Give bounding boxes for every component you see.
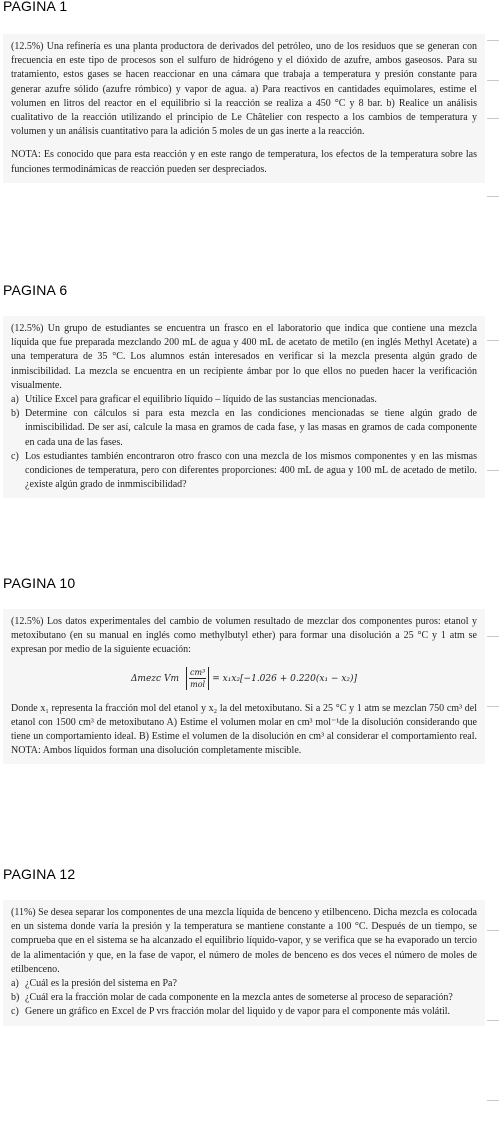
problem-text: (12.5%) Un grupo de estudiantes se encuentra un frasco en el laboratorio que indica que contiene una mezcla líquida que fue preparada mezclando 200 mL de agua y 400 mL de acetato de metilo (en inglés Methyl Acetate) a una temperatura de 35 °C. Los alumnos están interesados en verificar si la mezcla presenta algún grado de inmiscibilidad. La mezcla se encuentra en un recipiente ámbar por lo que ellos no pueden hacer la verificación visualmente. <box>11 323 477 391</box>
scan-edge-mark <box>487 470 499 471</box>
item-text: Utilice Excel para graficar el equilibrio líquido – líquido de las sustancias mencionadas. <box>25 394 377 406</box>
item-label: b) <box>11 408 20 420</box>
equation-lhs: Δmezc Vm <box>130 673 179 684</box>
item-text: Genere un gráfico en Excel de P vrs fracción molar del liquido y de vapor para el componente más volátil. <box>25 1006 451 1018</box>
item-label: a) <box>11 394 19 406</box>
unit-numerator: cm³ <box>189 668 206 678</box>
note-text: NOTA: Es conocido que para esta reacción y en este rango de temperatura, los efectos de la temperatura sobre las funciones termodinámicas de reacción pueden ser despreciados. <box>11 149 477 175</box>
problem-text: (12.5%) Los datos experimentales del cambio de volumen resultado de mezclar dos componentes puros: etanol y metoxibutano (en su manual en inglés como methylbutyl ether) para formar una disolución a 25 °C y 1 atm se expresan por medio de la siguiente ecuación: <box>11 616 477 656</box>
list-item <box>11 991 477 1005</box>
equation <box>11 662 477 696</box>
problem-body: Donde x₁ representa la fracción mol del etanol y x₂ la del metoxibutano. Si a 25 °C y 1 atm se mezclan 750 cm³ del etanol con 1500 cm³ de metoxibutano A) Estime el volumen molar en cm³ mol⁻¹de la disolución considerando que tiene un comportamiento ideal. B) Estime el volumen de la disolución en cm³ al considerar el comportamiento real. NOTA: Ambos líquidos forman una disolución completamente miscible. <box>11 702 477 757</box>
item-text: ¿Cuál es la presión del sistema en Pa? <box>25 978 177 990</box>
problem-card <box>3 900 485 1026</box>
problem-text: (11%) Se desea separar los componentes de una mezcla líquida de benceno y etilbenceno. Dicha mezcla es colocada en un sistema donde varía la presión y la temperatura se mantiene constante a 100 °C. Después de un tiempo, se comprueba que en el sistema se ha alcanzado el equilibrio líquido-vapor, y se verifica que se ha evaporado un tercio de la alimentación y que, en la fase de vapor, el número de moles de benceno es dos veces el número de moles de etilbenceno. <box>11 907 477 975</box>
scan-edge-mark <box>487 706 499 707</box>
list-item <box>11 450 477 493</box>
scan-edge-mark <box>487 80 499 81</box>
page-title: PAGINA 6 <box>3 282 68 298</box>
item-label: c) <box>11 1006 19 1018</box>
scan-edge-mark <box>487 1020 499 1021</box>
scan-edge-mark <box>487 1100 499 1101</box>
scan-edge-mark <box>487 930 499 931</box>
page-title: PAGINA 12 <box>3 866 76 882</box>
scan-edge-mark <box>487 340 499 341</box>
item-label: c) <box>11 450 19 462</box>
list-item <box>11 407 477 450</box>
problem-text: (12.5%) Una refinería es una planta productora de derivados del petróleo, uno de los residuos que se generan con frecuencia en este tipo de procesos son el sulfuro de hidrógeno y el dióxido de azufre, ambos gaseosos. Para su tratamiento, estos gases se hacen reaccionar en una cámara que trabaja a temperatura y presión constante para generar azufre sólido (azufre rómbico) y vapor de agua. a) Para reactivos en cantidades equimolares, estime el volumen en litros del reactor en el equilibrio si la reacción se realiza a 450 °C y 8 bar. b) Realice un análisis cualitativo de la reacción utilizando el principio de Le Châtelier con respecto a los cambios de temperatura y volumen y un análisis cuantitativo para la adición 5 moles de un gas inerte a la reacción. <box>11 41 477 138</box>
item-text: Los estudiantes también encontraron otro frasco con una mezcla de los mismos componentes y en las mismas condiciones de temperatura, pero con diferentes proporciones: 400 mL de agua y 100 mL de acetado de metilo. ¿existe algún grado de inmmiscibilidad? <box>25 450 477 491</box>
unit-denominator: mol <box>190 680 206 690</box>
list-item <box>11 1005 477 1019</box>
item-text: Determine con cálculos si para esta mezcla en las condiciones mencionadas se tiene algún grado de inmiscibilidad. De ser así, calcule la masa en gramos de cada fase, y las masas en gramos de cada componente en cada una de las fases. <box>25 408 477 448</box>
item-text: ¿Cuál era la fracción molar de cada componente en la mezcla antes de someterse al proceso de separación? <box>25 992 453 1004</box>
item-label: b) <box>11 992 20 1004</box>
problem-card <box>3 609 485 764</box>
question-list <box>11 977 477 1020</box>
list-item <box>11 977 477 991</box>
page-title: PAGINA 10 <box>3 575 76 591</box>
list-item <box>11 393 477 407</box>
problem-card <box>3 316 485 498</box>
scan-edge-mark <box>487 196 499 197</box>
scan-edge-mark <box>487 118 499 119</box>
problem-card <box>3 34 485 183</box>
equation-units <box>186 667 209 690</box>
question-list <box>11 393 477 492</box>
page-title: PAGINA 1 <box>3 0 68 14</box>
scan-edge-mark <box>487 40 499 41</box>
scan-edge-mark <box>487 636 499 637</box>
equation-rhs: = x₁x₂[−1.026 + 0.220(x₁ − x₂)] <box>212 673 358 684</box>
item-label: a) <box>11 978 19 990</box>
